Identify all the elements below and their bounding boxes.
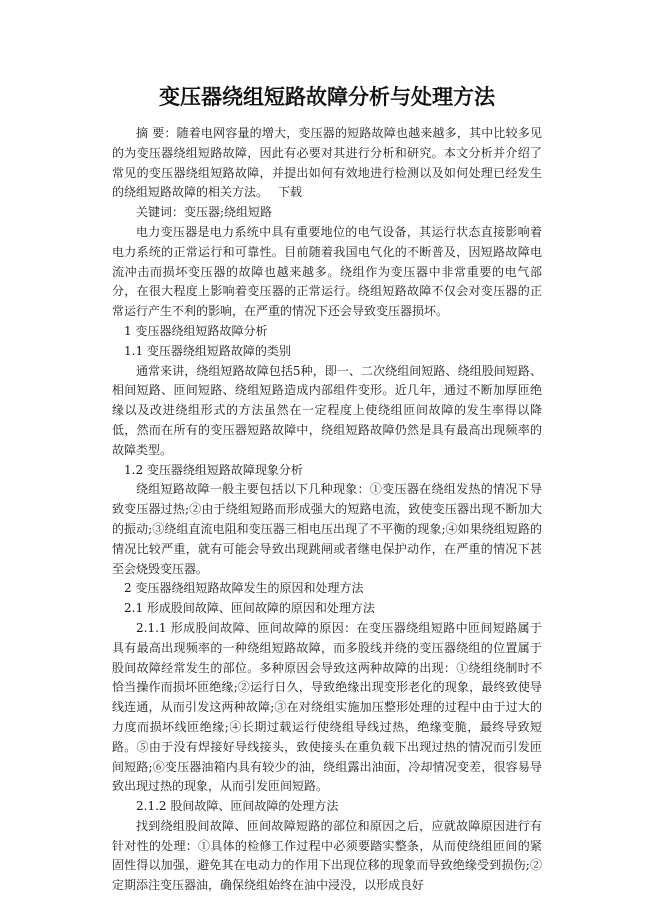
keywords-text: 变压器;绕组短路 xyxy=(184,205,273,220)
keywords-paragraph xyxy=(112,203,542,223)
keywords-label: 关键词： xyxy=(136,205,185,220)
section-1-1-heading: 1.1 变压器绕组短路故障的类别 xyxy=(124,343,291,358)
download-link[interactable]: 下载 xyxy=(278,185,303,200)
section-2-1-2-paragraph: 找到绕组股间故障、匝间故障短路的部位和原因之后，应就故障原因进行有针对性的处理：①具体的检修工作过程中必须要踏实整条，从而使绕组匝间的紧固性得以加强，避免其在电动力的作用下出现位移的现象而导致绝缘受到损伤;②定期添注变压器油，确保绕组始终在油中浸没，以形成良好 xyxy=(112,818,542,893)
section-2-heading: 2 变压器绕组短路故障发生的原因和处理方法 xyxy=(124,581,364,596)
section-2-1-heading: 2.1 形成股间故障、匝间故障的原因和处理方法 xyxy=(124,601,375,616)
abstract-paragraph xyxy=(112,124,542,203)
document-title: 变压器绕组短路故障分析与处理方法 xyxy=(159,85,495,109)
intro-paragraph: 电力变压器是电力系统中具有重要地位的电气设备，其运行状态直接影响着电力系统的正常运行和可靠性。目前随着我国电气化的不断普及，因短路故障电流冲击而损坏变压器的故障也越来越多。绕组作为变压器中非常重要的电气部分，在很大程度上影响着变压器的正常运行。绕组短路故障不仅会对变压器的正常运行产生不利的影响，在严重的情况下还会导致变压器损坏。 xyxy=(112,224,542,319)
section-2-1-2-heading: 2.1.2 股间故障、匝间故障的处理方法 xyxy=(136,799,339,814)
section-1-heading: 1 变压器绕组短路故障分析 xyxy=(124,323,268,338)
section-1-2-paragraph: 绕组短路故障一般主要包括以下几种现象：①变压器在绕组发热的情况下导致变压器过热;②由于绕组短路而形成强大的短路电流，致使变压器出现不断加大的振动;③绕组直流电阻和变压器三相电压出现了不平衡的现象;④如果绕组短路的情况比较严重，就有可能会导致出现跳闸或者继电保护动作，在严重的情况下甚至会烧毁变压器。 xyxy=(112,482,542,576)
abstract-label: 摘 要： xyxy=(136,126,177,140)
abstract-text: 随着电网容量的增大，变压器的短路故障也越来越多，其中比较多见的为变压器绕组短路故障，因此有必要对其进行分析和研究。本文分析并介绍了常见的变压器绕组短路故障，并提出如何有效地进行检测以及如何处理已经发生的绕组短路故障的相关方法。 xyxy=(112,126,542,200)
section-1-2-heading: 1.2 变压器绕组短路故障现象分析 xyxy=(124,462,303,477)
section-1-1-paragraph: 通常来讲，绕组短路故障包括5种，即一、二次绕组间短路、绕组股间短路、相间短路、匝间短路、绕组短路造成内部组件变形。近几年，通过不断加厚匝绝缘以及改进绕组形式的方法虽然在一定程度上使绕组匝间故障的发生率得以降低，然而在所有的变压器短路故障中，绕组短路故障仍然是具有最高出现频率的故障类型。 xyxy=(112,363,542,457)
document-body xyxy=(112,124,542,896)
section-2-1-1-paragraph: 2.1.1 形成股间故障、匝间故障的原因：在变压器绕组短路中匝间短路属于具有最高出现频率的一种绕组短路故障，而多股线并绕的变压器绕组的位置属于股间故障经常发生的部位。多种原因会导致这两种故障的出现：①绕组绕制时不恰当操作而损坏匝绝缘;②运行日久，导致绝缘出现变形老化的现象，最终致使导线连通，从而引发这两种故障;③在对绕组实施加压整形处理的过程中由于过大的力度而损坏线匝绝缘;④长期过载运行使绕组导线过热，绝缘变脆，最终导致短路。⑤由于没有焊接好导线接头，致使接头在重负载下出现过热的情况而引发匝间短路;⑥变压器油箱内具有较少的油，绕组露出油面，冷却情况变差，很容易导致出现过热的现象，从而引发匝间短路。 xyxy=(112,620,542,794)
